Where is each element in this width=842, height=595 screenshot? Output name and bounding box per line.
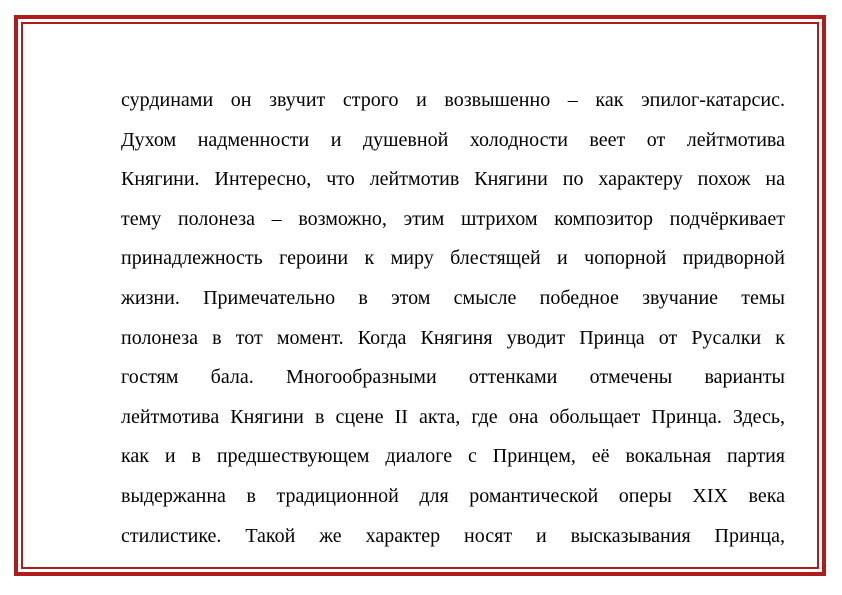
text-line: тему полонеза – возможно, этим штрихом композитор подчёркивает bbox=[121, 207, 785, 230]
text-line: принадлежность героини к миру блестящей и чопорной придворной bbox=[121, 247, 785, 270]
text-line: стилистике. Такой же характер носят и высказывания Принца, bbox=[121, 524, 785, 547]
text-line: гостям бала. Многообразными оттенками отмечены варианты bbox=[121, 366, 785, 389]
text-line: жизни. Примечательно в этом смысле победное звучание темы bbox=[121, 286, 785, 309]
text-line: полонеза в тот момент. Когда Княгиня уводит Принца от Русалки к bbox=[121, 326, 785, 349]
text-line: как и в предшествующем диалоге с Принцем, её вокальная партия bbox=[121, 445, 785, 468]
text-line: лейтмотива Княгини в сцене II акта, где она обольщает Принца. Здесь, bbox=[121, 405, 785, 428]
body-text bbox=[121, 81, 785, 556]
text-line: Княгини. Интересно, что лейтмотив Княгини по характеру похож на bbox=[121, 168, 785, 191]
text-line: выдержанна в традиционной для романтической оперы XIX века bbox=[121, 484, 785, 507]
text-line: Духом надменности и душевной холодности веет от лейтмотива bbox=[121, 128, 785, 151]
text-line: сурдинами он звучит строго и возвышенно – как эпилог-катарсис. bbox=[121, 89, 785, 111]
